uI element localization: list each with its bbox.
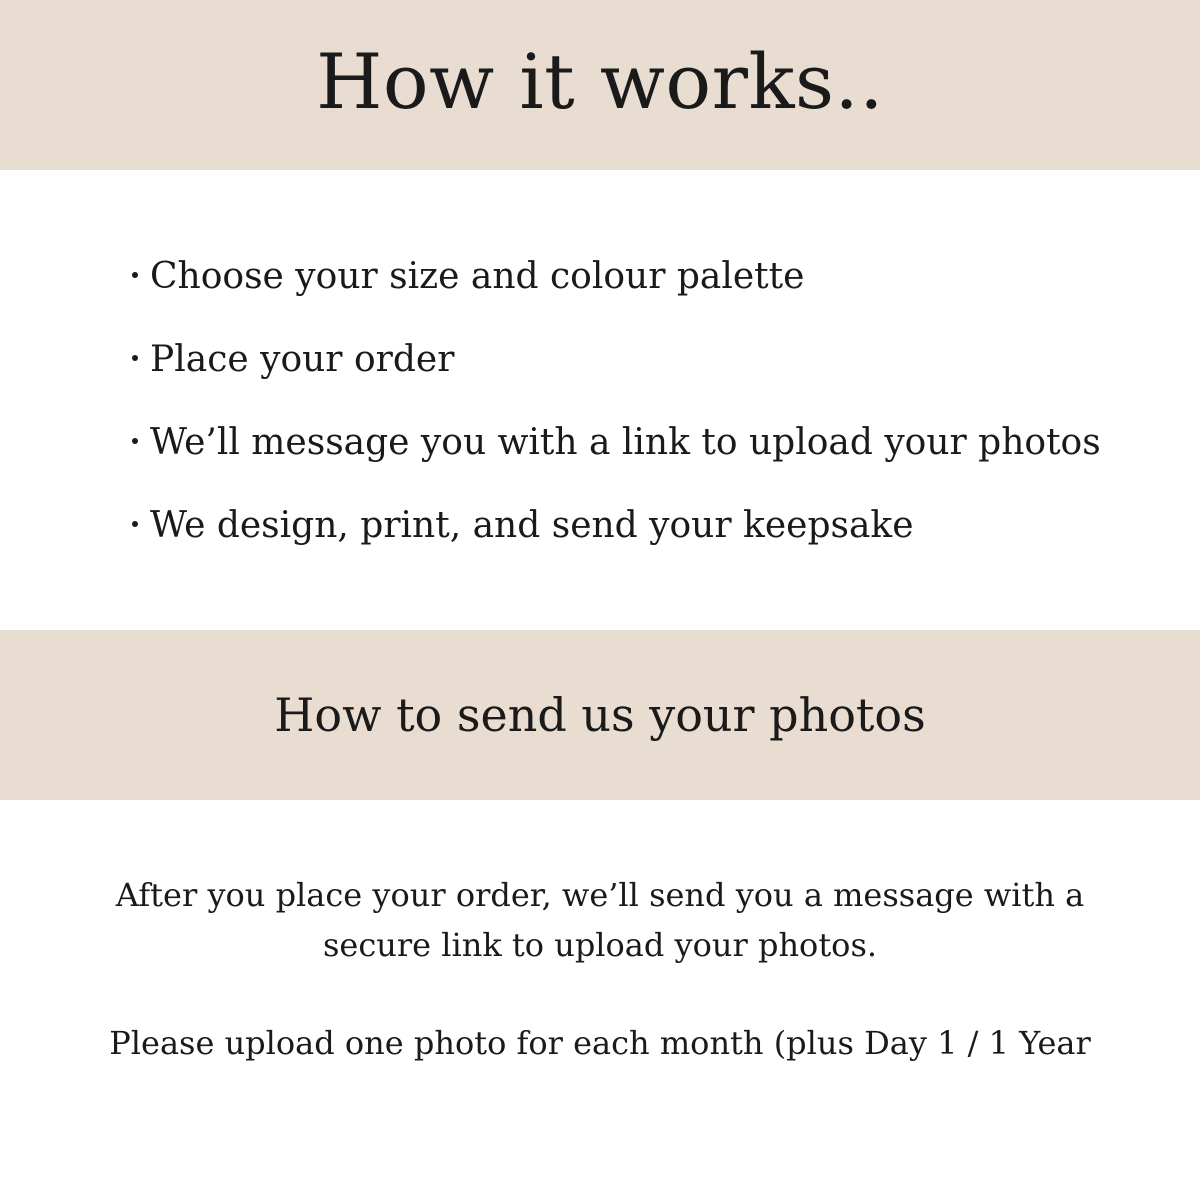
instructions-line-1: After you place your order, we’ll send you a message with a bbox=[115, 876, 1085, 914]
step-text: Choose your size and colour palette bbox=[150, 256, 805, 297]
bullet-icon bbox=[132, 355, 138, 361]
bullet-icon bbox=[132, 521, 138, 527]
section-band bbox=[0, 630, 1200, 800]
upload-note-paragraph bbox=[0, 1018, 1200, 1068]
step-text: We design, print, and send your keepsake bbox=[150, 505, 914, 546]
instructions-paragraph bbox=[0, 870, 1200, 970]
upload-note-line: Please upload one photo for each month (plus Day 1 / 1 Year bbox=[109, 1024, 1091, 1062]
step-text: We’ll message you with a link to upload your photos bbox=[150, 422, 1101, 463]
bullet-icon bbox=[132, 438, 138, 444]
list-item bbox=[132, 505, 1101, 588]
list-item bbox=[132, 422, 1101, 505]
page-title: How it works.. bbox=[316, 36, 884, 126]
list-item bbox=[132, 339, 1101, 422]
section-title: How to send us your photos bbox=[274, 688, 926, 742]
step-text: Place your order bbox=[150, 339, 455, 380]
list-item bbox=[132, 256, 1101, 339]
header-band bbox=[0, 0, 1200, 170]
instructions-line-2: secure link to upload your photos. bbox=[322, 926, 878, 964]
bullet-icon bbox=[132, 272, 138, 278]
steps-list bbox=[132, 256, 1101, 588]
